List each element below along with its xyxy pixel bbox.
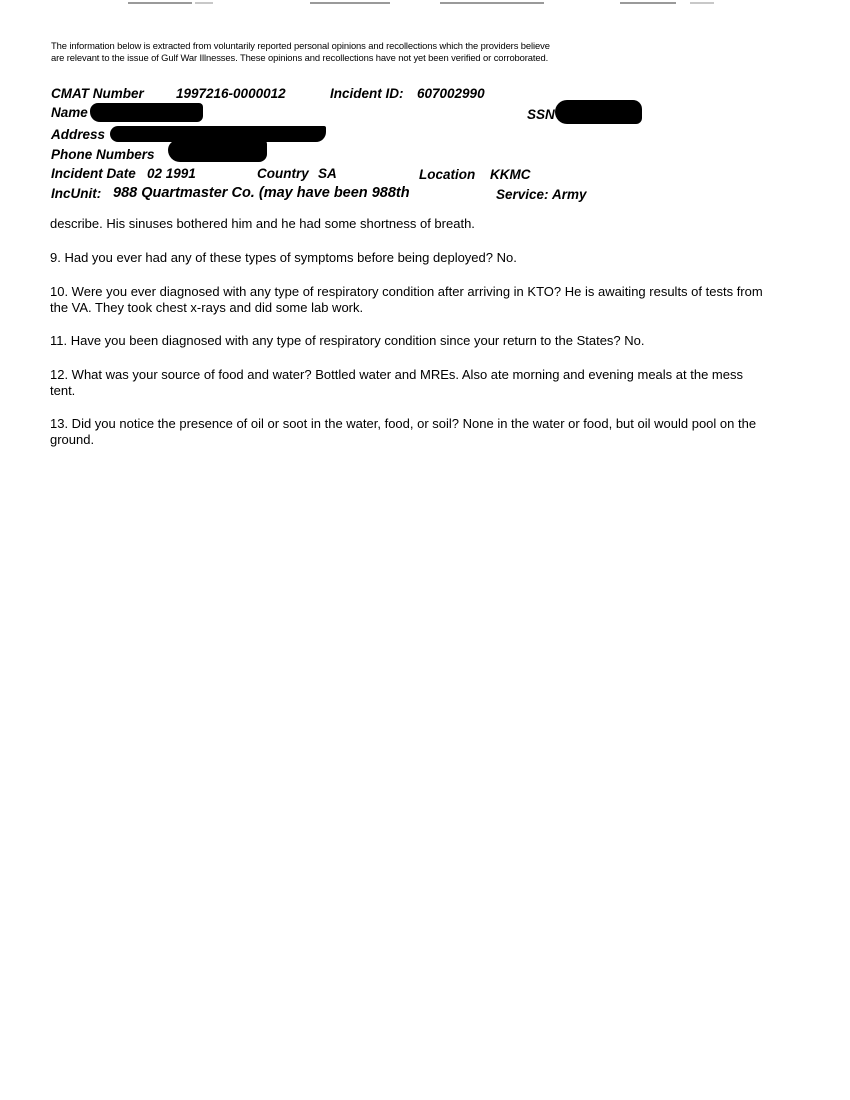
body-paragraph [50,367,770,398]
paragraph-question-11: 11. Have you been diagnosed with any type of respiratory condition since your return to the States? No. [50,333,645,348]
country-value: SA [318,166,337,181]
service-label: Service: [496,187,549,202]
phone-numbers-label: Phone Numbers [51,147,155,162]
name-redaction [90,103,203,122]
phone-redaction [168,140,267,162]
incident-date-value: 02 1991 [147,166,196,181]
body-paragraph [50,333,770,349]
body-paragraph [50,416,770,447]
incident-id-label: Incident ID: [330,86,404,101]
paragraph-question-13: 13. Did you notice the presence of oil or soot in the water, food, or soil? None in the water or food, but oil would pool on the ground. [50,416,757,447]
incident-date-label: Incident Date [51,166,136,181]
address-label: Address [51,127,106,142]
country-label: Country [257,166,309,181]
paragraph-question-9: 9. Had you ever had any of these types of symptoms before being deployed? No. [50,250,517,265]
location-label: Location [419,167,476,182]
cmat-number-value: 1997216-0000012 [176,86,286,101]
scan-artifact [440,2,544,4]
paragraph-question-12: 12. What was your source of food and water? Bottled water and MREs. Also ate morning and evening meals at the mess tent. [50,367,743,398]
incident-id-value: 607002990 [417,86,485,101]
incunit-label: IncUnit: [51,186,102,201]
service-value: Army [552,187,587,202]
cmat-number-label: CMAT Number [51,86,144,101]
paragraph-describe: describe. His sinuses bothered him and he had some shortness of breath. [50,216,475,231]
scan-artifact [620,2,676,4]
disclaimer-text: The information below is extracted from voluntarily reported personal opinions and recollections which the providers believe are relevant to the issue of Gulf War Illnesses. These opinions and recollections have not yet been verified or corroborated. [51,40,550,63]
body-paragraph [50,284,770,315]
ssn-label: SSN [527,107,555,122]
scan-artifact [195,2,213,4]
body-paragraph [50,250,770,266]
ssn-redaction [555,100,642,124]
scan-artifact [310,2,390,4]
body-paragraph [50,216,770,232]
location-value: KKMC [490,167,531,182]
incunit-value: 988 Quartmaster Co. (may have been 988th [113,185,410,201]
paragraph-question-10: 10. Were you ever diagnosed with any type of respiratory condition after arriving in KTO? He is awaiting results of tests from the VA. They took chest x-rays and did some lab work. [50,284,763,315]
scan-artifact [690,2,714,4]
name-label: Name [51,105,88,120]
scan-artifact [128,2,192,4]
